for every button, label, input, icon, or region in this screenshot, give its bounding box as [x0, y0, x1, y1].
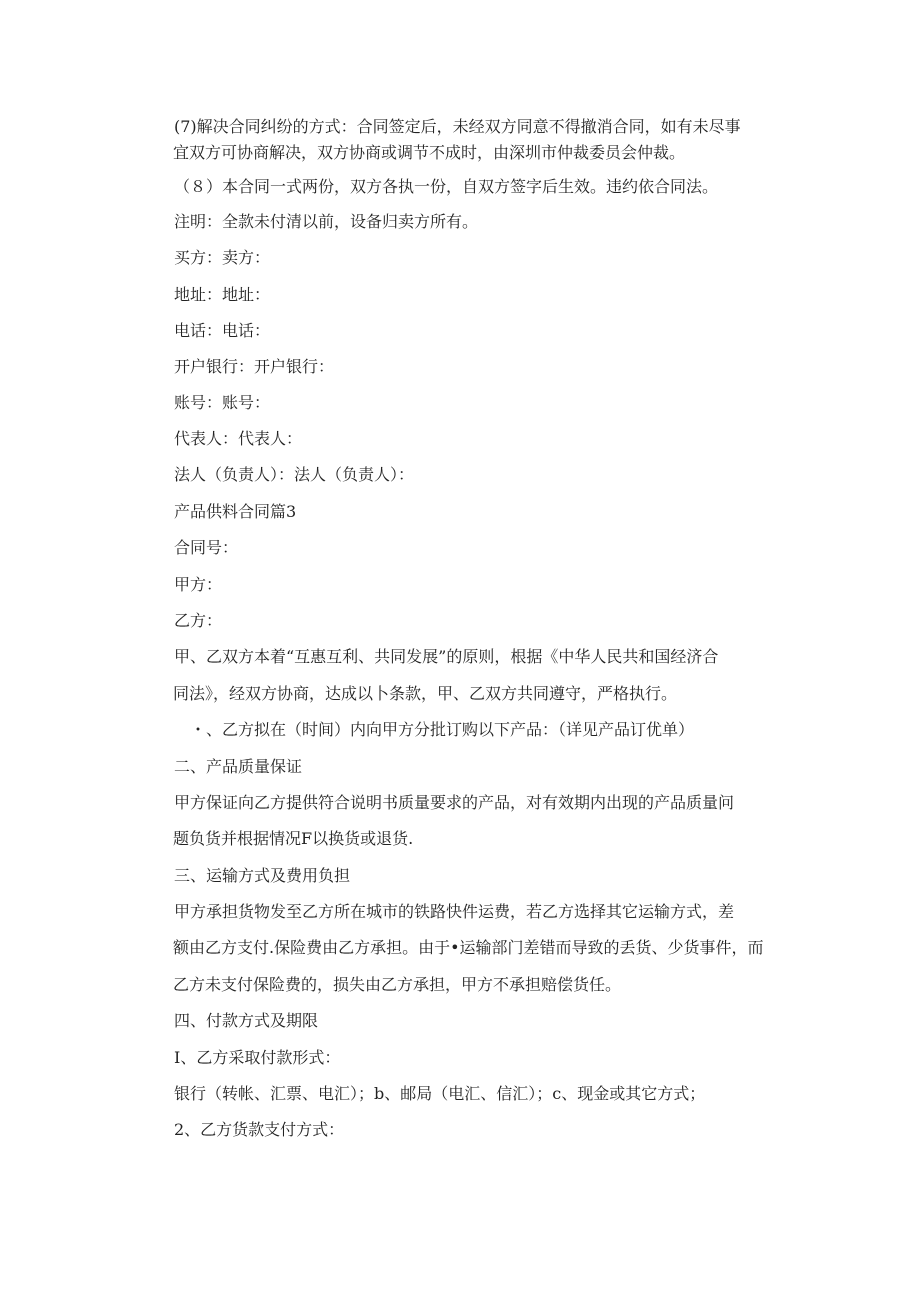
note-line: 注明：全款未付清以前，设备归卖方所有。 [174, 212, 479, 231]
preamble-line-1: 甲、乙双方本着“互惠互利、共同发展”的原则，根据《中华人民共和国经济合 [174, 647, 719, 666]
section-title: 产品供料合同篇3 [174, 502, 297, 521]
account-line: 账号：账号： [174, 393, 271, 412]
address-line: 地址：地址： [174, 285, 271, 304]
party-b-line: 乙方： [174, 611, 223, 630]
transport-line-1: 甲方承担货物发至乙方所在城市的铁路快件运费，若乙方选择其它运输方式，差 [174, 902, 735, 921]
heading-transport: 三、运输方式及费用负担 [174, 866, 351, 885]
party-a-line: 甲方： [174, 575, 223, 594]
payment-methods-line: 银行（转帐、汇票、电汇）；b、邮局（电汇、信汇）；c、现金或其它方式； [174, 1084, 706, 1103]
quality-line-1: 甲方保证向乙方提供符合说明书质量要求的产品，对有效期内出现的产品质量问 [174, 793, 735, 812]
payment-form-line: I、乙方采取付款形式： [174, 1048, 341, 1067]
clause-7-line-2: 宜双方可协商解决，双方协商或调节不成时，由深圳市仲裁委员会仲裁。 [173, 143, 686, 162]
preamble-line-2: 同法》，经双方协商，达成以卜条款，甲、乙双方共同遵守，严格执行。 [173, 684, 678, 703]
quality-line-2: 题负货并根据情况F以换货或退货. [173, 829, 414, 848]
buyer-seller-line: 买方：卖方： [174, 248, 271, 267]
bank-line: 开户银行：开户银行： [174, 357, 335, 376]
clause-7-line-1: (7)解决合同纠纷的方式：合同签定后，未经双方同意不得撤消合同，如有未尽事 [174, 117, 741, 136]
contract-number-line: 合同号： [174, 538, 239, 557]
heading-quality: 二、产品质量保证 [174, 757, 303, 776]
phone-line: 电话：电话： [174, 321, 271, 340]
clause-8: （８）本合同一式两份，双方各执一份，自双方签字后生效。违约依合同法。 [174, 177, 719, 196]
transport-line-3: 乙方未支付保险费的，损失由乙方承担，甲方不承担赔偿货任。 [173, 975, 622, 994]
heading-payment: 四、付款方式及期限 [174, 1011, 319, 1030]
clause-1-line: ・、乙方拟在（时间）内向甲方分批订购以下产品：（详见产品订优单） [190, 720, 695, 739]
transport-line-2: 额由乙方支付.保险费由乙方承担。由于•运输部门差错而导致的丢货、少货事件，而 [173, 938, 764, 957]
representative-line: 代表人：代表人： [174, 429, 303, 448]
legal-person-line: 法人（负责人）：法人（负责人）： [174, 465, 415, 484]
payment-schedule-line: 2、乙方货款支付方式： [174, 1120, 345, 1139]
